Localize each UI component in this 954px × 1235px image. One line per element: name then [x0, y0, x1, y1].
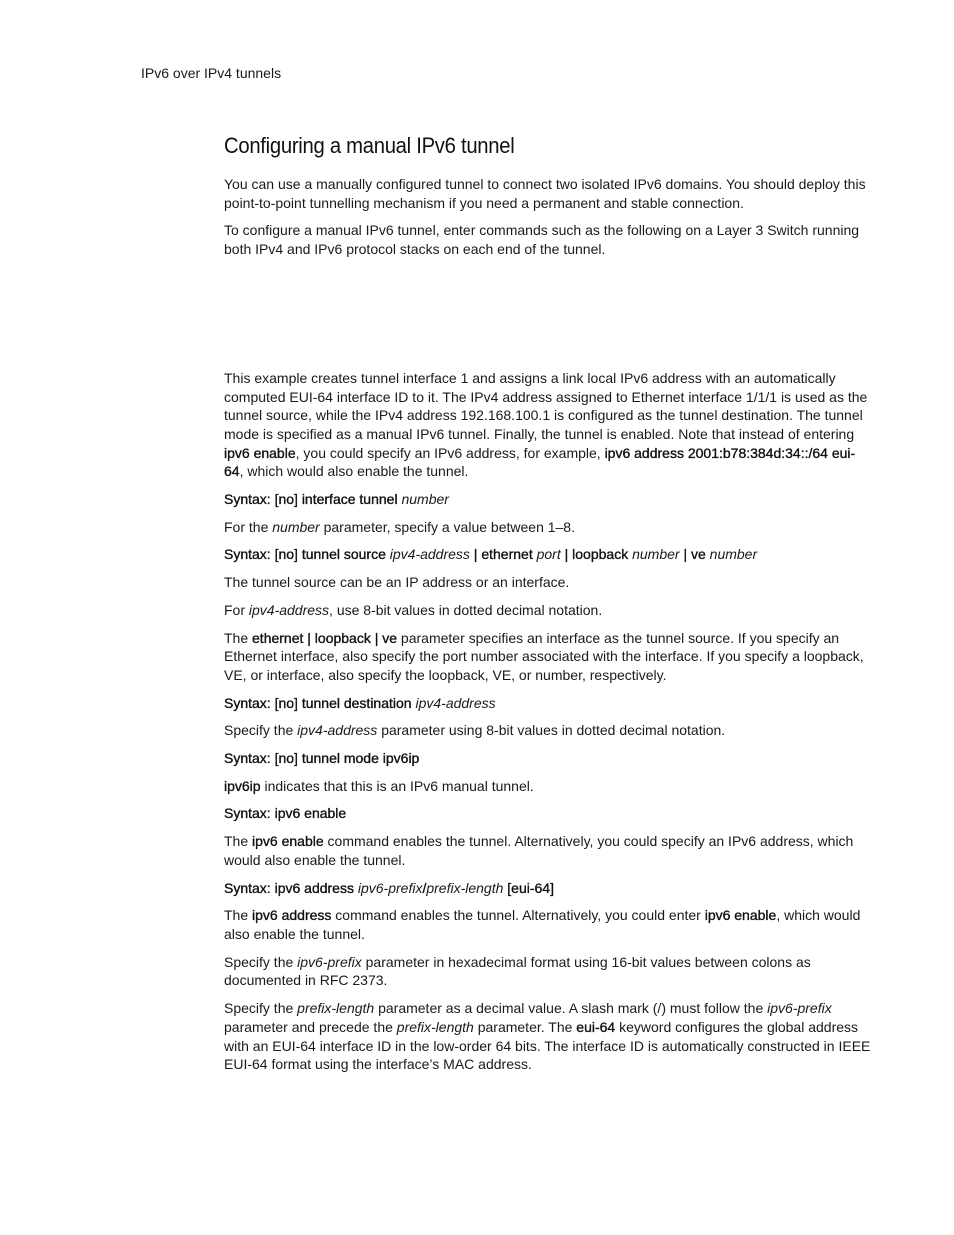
syntax-tunnel-destination: Syntax: [no] tunnel destination ipv4-address [224, 694, 496, 711]
address-description: The ipv6 address command enables the tunnel. Alternatively, you could enter ipv6 enable, which would also enable the tunnel. [224, 907, 861, 942]
example-description: This example creates tunnel interface 1 and assigns a link local IPv6 address with an automatically computed EUI-64 interface ID to it. The IPv4 address assigned to Ethernet interface 1/1/1 is used as the tunnel source, while the IPv4 address 192.168.100.1 is configured as the tunnel destination. The tunnel mode is specified as a manual IPv6 tunnel. Finally, the tunnel is enabled. Note that instead of entering ipv6 enable, you could specify an IPv6 address, for example, ipv6 address 2001:b78:384d:34::/64 eui-64, which would also enable the tunnel. [224, 369, 868, 480]
syntax-ipv6-address: Syntax: ipv6 address ipv6-prefix/prefix-length [eui-64] [224, 879, 554, 896]
blank-example-area [224, 268, 872, 369]
intro-paragraph-2: To configure a manual IPv6 tunnel, enter commands such as the following on a Layer 3 Switch running both IPv4 and IPv6 protocol stacks on each end of the tunnel. [224, 222, 860, 258]
interface-description: The ethernet | loopback | ve parameter specifies an interface as the tunnel source. If you specify an Ethernet interface, also specify the port number associated with the interface. If you specify a loopback, VE, or interface, also specify the loopback, VE, or number, respectively. [224, 629, 864, 683]
syntax-tunnel-mode: Syntax: [no] tunnel mode ipv6ip [224, 750, 420, 767]
section-title: Configuring a manual IPv6 tunnel [224, 133, 515, 158]
number-description: For the number parameter, specify a value between 1–8. [224, 518, 575, 535]
syntax-interface-tunnel: Syntax: [no] interface tunnel number [224, 491, 449, 508]
ipv4-address-description: For ipv4-address, use 8-bit values in dotted decimal notation. [224, 601, 603, 618]
syntax-tunnel-source: Syntax: [no] tunnel source ipv4-address | ethernet port | loopback number | ve number [224, 546, 758, 563]
prefix-length-description: Specify the prefix-length parameter as a decimal value. A slash mark (/) must follow the ipv6-prefix parameter and precede the prefix-length parameter. The eui-64 keyword configures the global address with an EUI-64 interface ID in the low-order 64 bits. The interface ID is automatically constructed in IEEE EUI-64 format using the interface’s MAC address. [224, 1000, 871, 1073]
enable-description: The ipv6 enable command enables the tunnel. Alternatively, you could specify an IPv6 address, which would also enable the tunnel. [224, 833, 854, 868]
mode-description: ipv6ip indicates that this is an IPv6 manual tunnel. [224, 777, 534, 794]
running-header: IPv6 over IPv4 tunnels [141, 65, 282, 81]
syntax-ipv6-enable: Syntax: ipv6 enable [224, 805, 347, 822]
destination-description: Specify the ipv4-address parameter using 8-bit values in dotted decimal notation. [224, 722, 726, 739]
prefix-description: Specify the ipv6-prefix parameter in hexadecimal format using 16-bit values between colons as documented in RFC 2373. [224, 953, 811, 989]
intro-paragraph-1: You can use a manually configured tunnel to connect two isolated IPv6 domains. You should deploy this point-to-point tunnelling mechanism if you need a permanent and stable connection. [224, 176, 866, 211]
source-description: The tunnel source can be an IP address or an interface. [224, 574, 570, 591]
main-content [224, 133, 872, 1083]
